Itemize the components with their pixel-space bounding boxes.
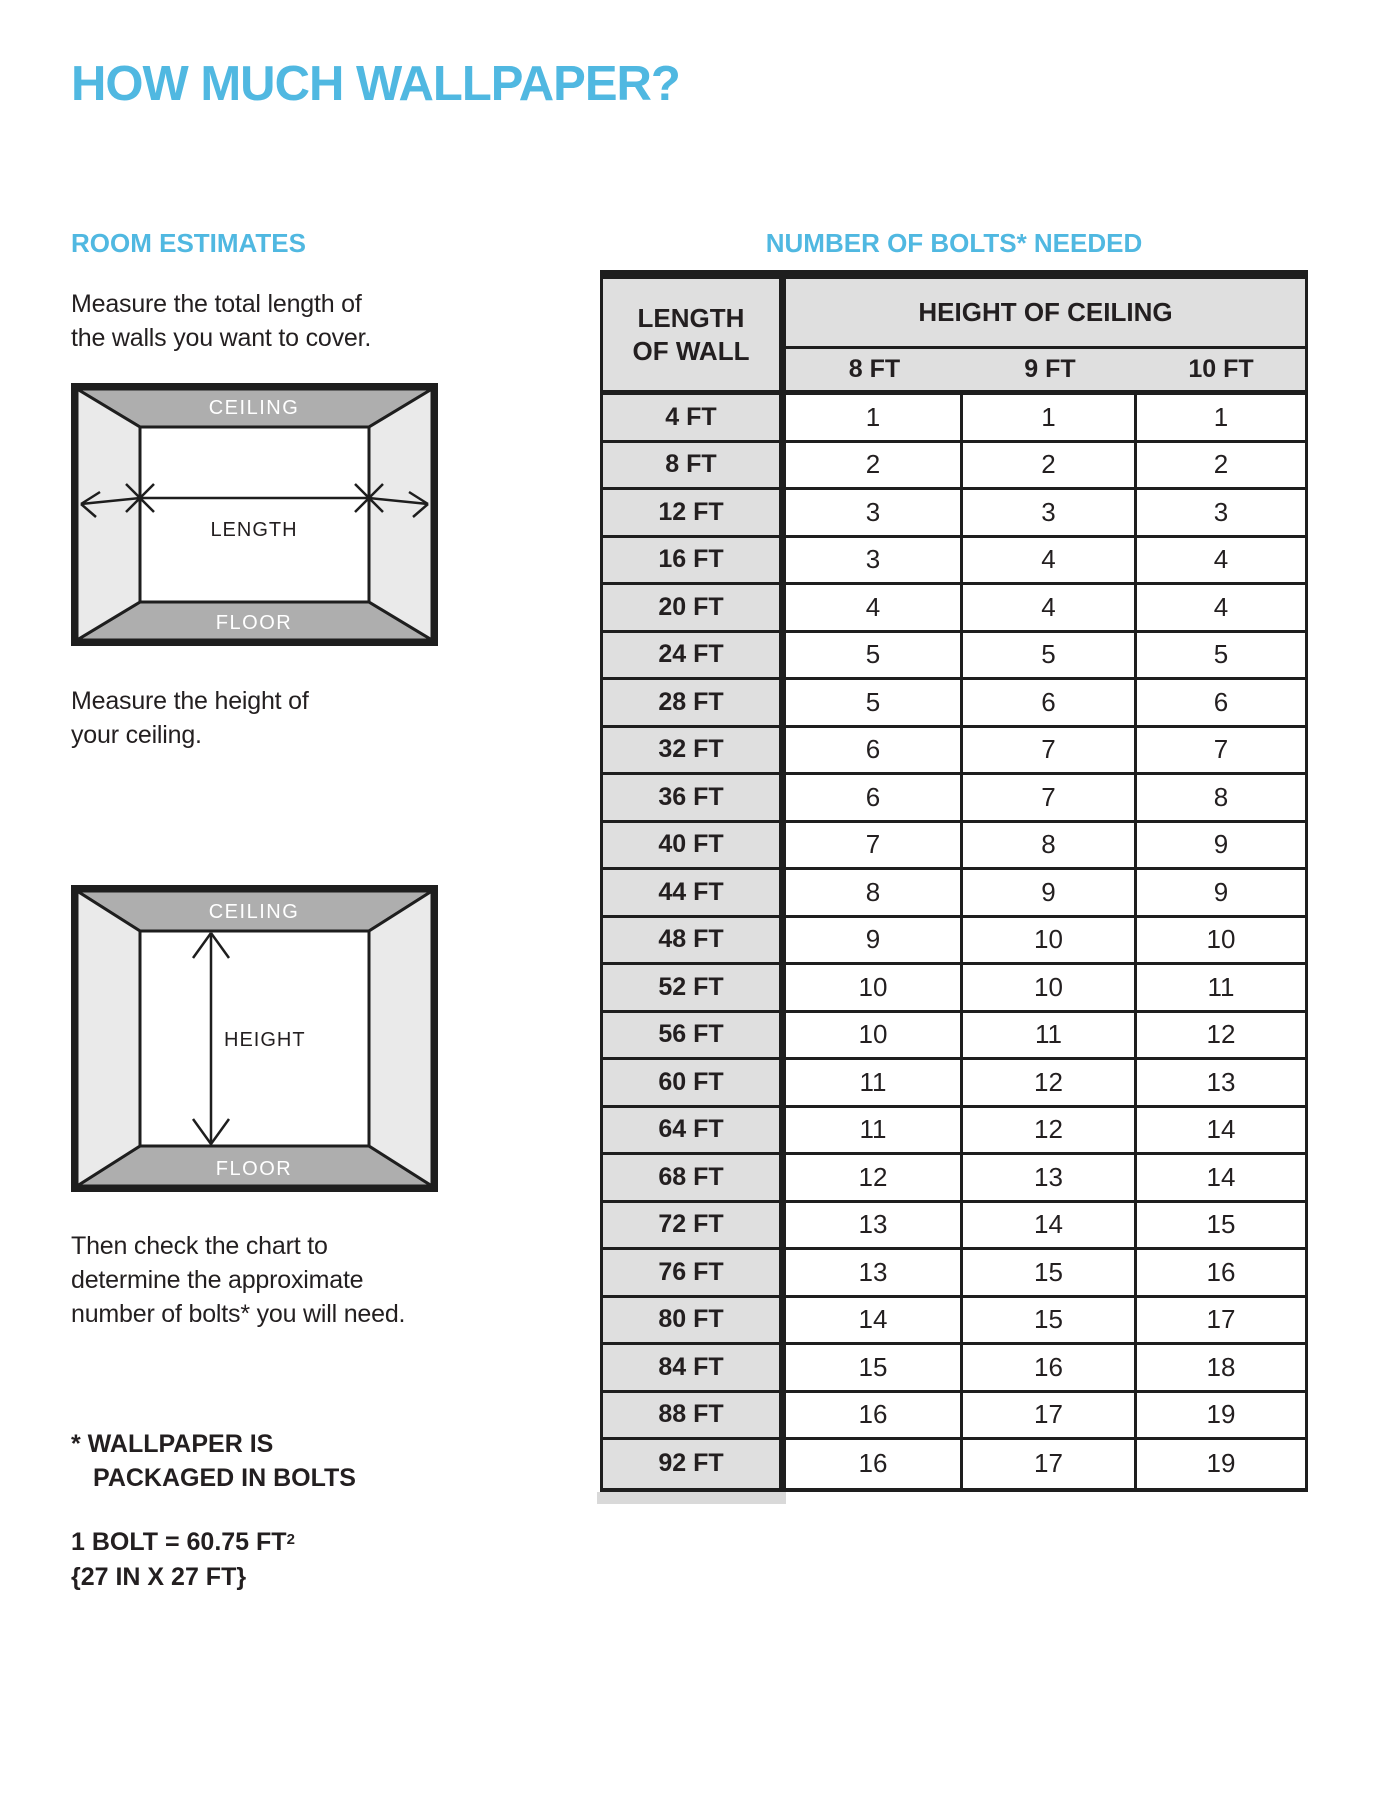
- table-cell: 9: [963, 870, 1137, 918]
- step3-text: [71, 1229, 511, 1331]
- table-row-label: 32 FT: [603, 728, 786, 776]
- table-cell: 11: [1137, 965, 1305, 1013]
- table-cell: 15: [963, 1250, 1137, 1298]
- table-cell: 4: [1137, 585, 1305, 633]
- table-cell: 17: [963, 1440, 1137, 1488]
- table-row-label: 44 FT: [603, 870, 786, 918]
- height-diagram: [71, 885, 438, 1192]
- table-row-label: 20 FT: [603, 585, 786, 633]
- table-cell: 3: [1137, 490, 1305, 538]
- column-header-8ft: 8 FT: [786, 349, 963, 395]
- table-cell: 6: [786, 775, 963, 823]
- table-row-label: 84 FT: [603, 1345, 786, 1393]
- table-cell: 4: [1137, 538, 1305, 586]
- table-cell: 11: [786, 1108, 963, 1156]
- table-cell: 10: [963, 965, 1137, 1013]
- table-cell: 9: [786, 918, 963, 966]
- table-row-label: 8 FT: [603, 443, 786, 491]
- table-cell: 5: [786, 680, 963, 728]
- table-cell: 7: [786, 823, 963, 871]
- table-cell: 5: [1137, 633, 1305, 681]
- bolts-table: [600, 270, 1308, 1492]
- table-row-label: 56 FT: [603, 1013, 786, 1061]
- right-wall: [369, 389, 432, 640]
- table-cell: 14: [1137, 1155, 1305, 1203]
- table-cell: 10: [963, 918, 1137, 966]
- table-row-label: 76 FT: [603, 1250, 786, 1298]
- table-cell: 3: [963, 490, 1137, 538]
- back-wall: [140, 427, 369, 602]
- table-cell: 11: [786, 1060, 963, 1108]
- table-cell: 2: [1137, 443, 1305, 491]
- table-cell: 1: [786, 395, 963, 443]
- table-cell: 14: [963, 1203, 1137, 1251]
- ceiling-label: CEILING: [208, 901, 300, 923]
- page-title: HOW MUCH WALLPAPER?: [71, 57, 680, 111]
- table-row-label: 60 FT: [603, 1060, 786, 1108]
- floor-label: FLOOR: [215, 1158, 293, 1180]
- bolt-equation: 1 BOLT = 60.75 $FT^2$: [71, 1528, 295, 1556]
- right-wall: [369, 891, 432, 1186]
- table-cell: 12: [963, 1108, 1137, 1156]
- row-header-line1: LENGTH: [637, 302, 745, 333]
- step2-line1: Measure the height of: [71, 687, 309, 715]
- table-shadow: [597, 1492, 786, 1504]
- table-cell: 14: [786, 1298, 963, 1346]
- table-cell: 3: [786, 538, 963, 586]
- table-cell: 6: [786, 728, 963, 776]
- table-cell: 6: [1137, 680, 1305, 728]
- table-cell: 9: [1137, 823, 1305, 871]
- left-wall: [77, 891, 140, 1186]
- step1-line2: the walls you want to cover.: [71, 324, 372, 352]
- table-cell: 16: [963, 1345, 1137, 1393]
- table-cell: 16: [1137, 1250, 1305, 1298]
- bolt-info: [71, 1522, 295, 1595]
- table-cell: 13: [1137, 1060, 1305, 1108]
- table-row-label: 4 FT: [603, 395, 786, 443]
- table-cell: 10: [1137, 918, 1305, 966]
- table-row-label: 24 FT: [603, 633, 786, 681]
- step1-line1: Measure the total length of: [71, 290, 362, 318]
- table-cell: 15: [1137, 1203, 1305, 1251]
- left-wall: [77, 389, 140, 640]
- table-cell: 4: [963, 538, 1137, 586]
- table-cell: 6: [963, 680, 1137, 728]
- table-row-label: 16 FT: [603, 538, 786, 586]
- table-cell: 7: [1137, 728, 1305, 776]
- row-header-line2: OF WALL: [632, 335, 750, 366]
- column-header-10ft: 10 FT: [1137, 349, 1305, 395]
- table-cell: 7: [963, 775, 1137, 823]
- table-cell: 4: [963, 585, 1137, 633]
- floor-label: FLOOR: [215, 612, 293, 634]
- table-cell: 1: [963, 395, 1137, 443]
- table-cell: 2: [963, 443, 1137, 491]
- table-cell: 13: [963, 1155, 1137, 1203]
- table-cell: 13: [786, 1203, 963, 1251]
- ceiling-label: CEILING: [208, 397, 300, 419]
- room-estimates-heading: ROOM ESTIMATES: [71, 228, 306, 258]
- table-cell: 8: [1137, 775, 1305, 823]
- table-cell: 10: [786, 1013, 963, 1061]
- table-cell: 18: [1137, 1345, 1305, 1393]
- height-label: HEIGHT: [224, 1029, 306, 1051]
- table-cell: 7: [963, 728, 1137, 776]
- row-group-header: [603, 279, 786, 395]
- table-row-label: 28 FT: [603, 680, 786, 728]
- table-row-label: 80 FT: [603, 1298, 786, 1346]
- table-cell: 8: [963, 823, 1137, 871]
- table-cell: 5: [786, 633, 963, 681]
- table-cell: 9: [1137, 870, 1305, 918]
- table-cell: 16: [786, 1393, 963, 1441]
- table-cell: 2: [786, 443, 963, 491]
- table-cell: 12: [963, 1060, 1137, 1108]
- step3-line1: Then check the chart to: [71, 1232, 328, 1260]
- table-cell: 16: [786, 1440, 963, 1488]
- table-cell: 1: [1137, 395, 1305, 443]
- table-cell: 11: [963, 1013, 1137, 1061]
- length-diagram: [71, 383, 438, 646]
- step1-text: [71, 287, 491, 355]
- bolt-dimensions: {27 IN X 27 FT}: [71, 1563, 247, 1591]
- table-cell: 17: [963, 1393, 1137, 1441]
- table-cell: 17: [1137, 1298, 1305, 1346]
- table-cell: 8: [786, 870, 963, 918]
- squared-exponent: 2: [286, 1531, 295, 1548]
- table-cell: 14: [1137, 1108, 1305, 1156]
- table-cell: 5: [963, 633, 1137, 681]
- table-cell: 12: [786, 1155, 963, 1203]
- table-cell: 4: [786, 585, 963, 633]
- column-header-9ft: 9 FT: [963, 349, 1137, 395]
- table-cell: 12: [1137, 1013, 1305, 1061]
- table-row-label: 64 FT: [603, 1108, 786, 1156]
- step2-text: [71, 684, 491, 752]
- table-row-label: 48 FT: [603, 918, 786, 966]
- table-cell: 15: [963, 1298, 1137, 1346]
- footnote-line2: PACKAGED IN BOLTS: [93, 1464, 356, 1492]
- table-row-label: 36 FT: [603, 775, 786, 823]
- table-cell: 10: [786, 965, 963, 1013]
- table-cell: 19: [1137, 1440, 1305, 1488]
- table-row-label: 40 FT: [603, 823, 786, 871]
- step3-line2: determine the approximate: [71, 1266, 364, 1294]
- footnote-line1: * WALLPAPER IS: [71, 1430, 274, 1458]
- wallpaper-footnote: [71, 1427, 356, 1495]
- table-cell: 15: [786, 1345, 963, 1393]
- column-group-header: HEIGHT OF CEILING: [786, 279, 1305, 349]
- table-cell: 19: [1137, 1393, 1305, 1441]
- length-label: LENGTH: [210, 519, 298, 541]
- table-row-label: 12 FT: [603, 490, 786, 538]
- table-row-label: 92 FT: [603, 1440, 786, 1488]
- table-row-label: 52 FT: [603, 965, 786, 1013]
- bolts-needed-heading: NUMBER OF BOLTS* NEEDED: [765, 228, 1143, 258]
- table-cell: 3: [786, 490, 963, 538]
- table-row-label: 72 FT: [603, 1203, 786, 1251]
- table-row-label: 68 FT: [603, 1155, 786, 1203]
- step3-line3: number of bolts* you will need.: [71, 1300, 406, 1328]
- step2-line2: your ceiling.: [71, 721, 202, 749]
- table-row-label: 88 FT: [603, 1393, 786, 1441]
- table-cell: 13: [786, 1250, 963, 1298]
